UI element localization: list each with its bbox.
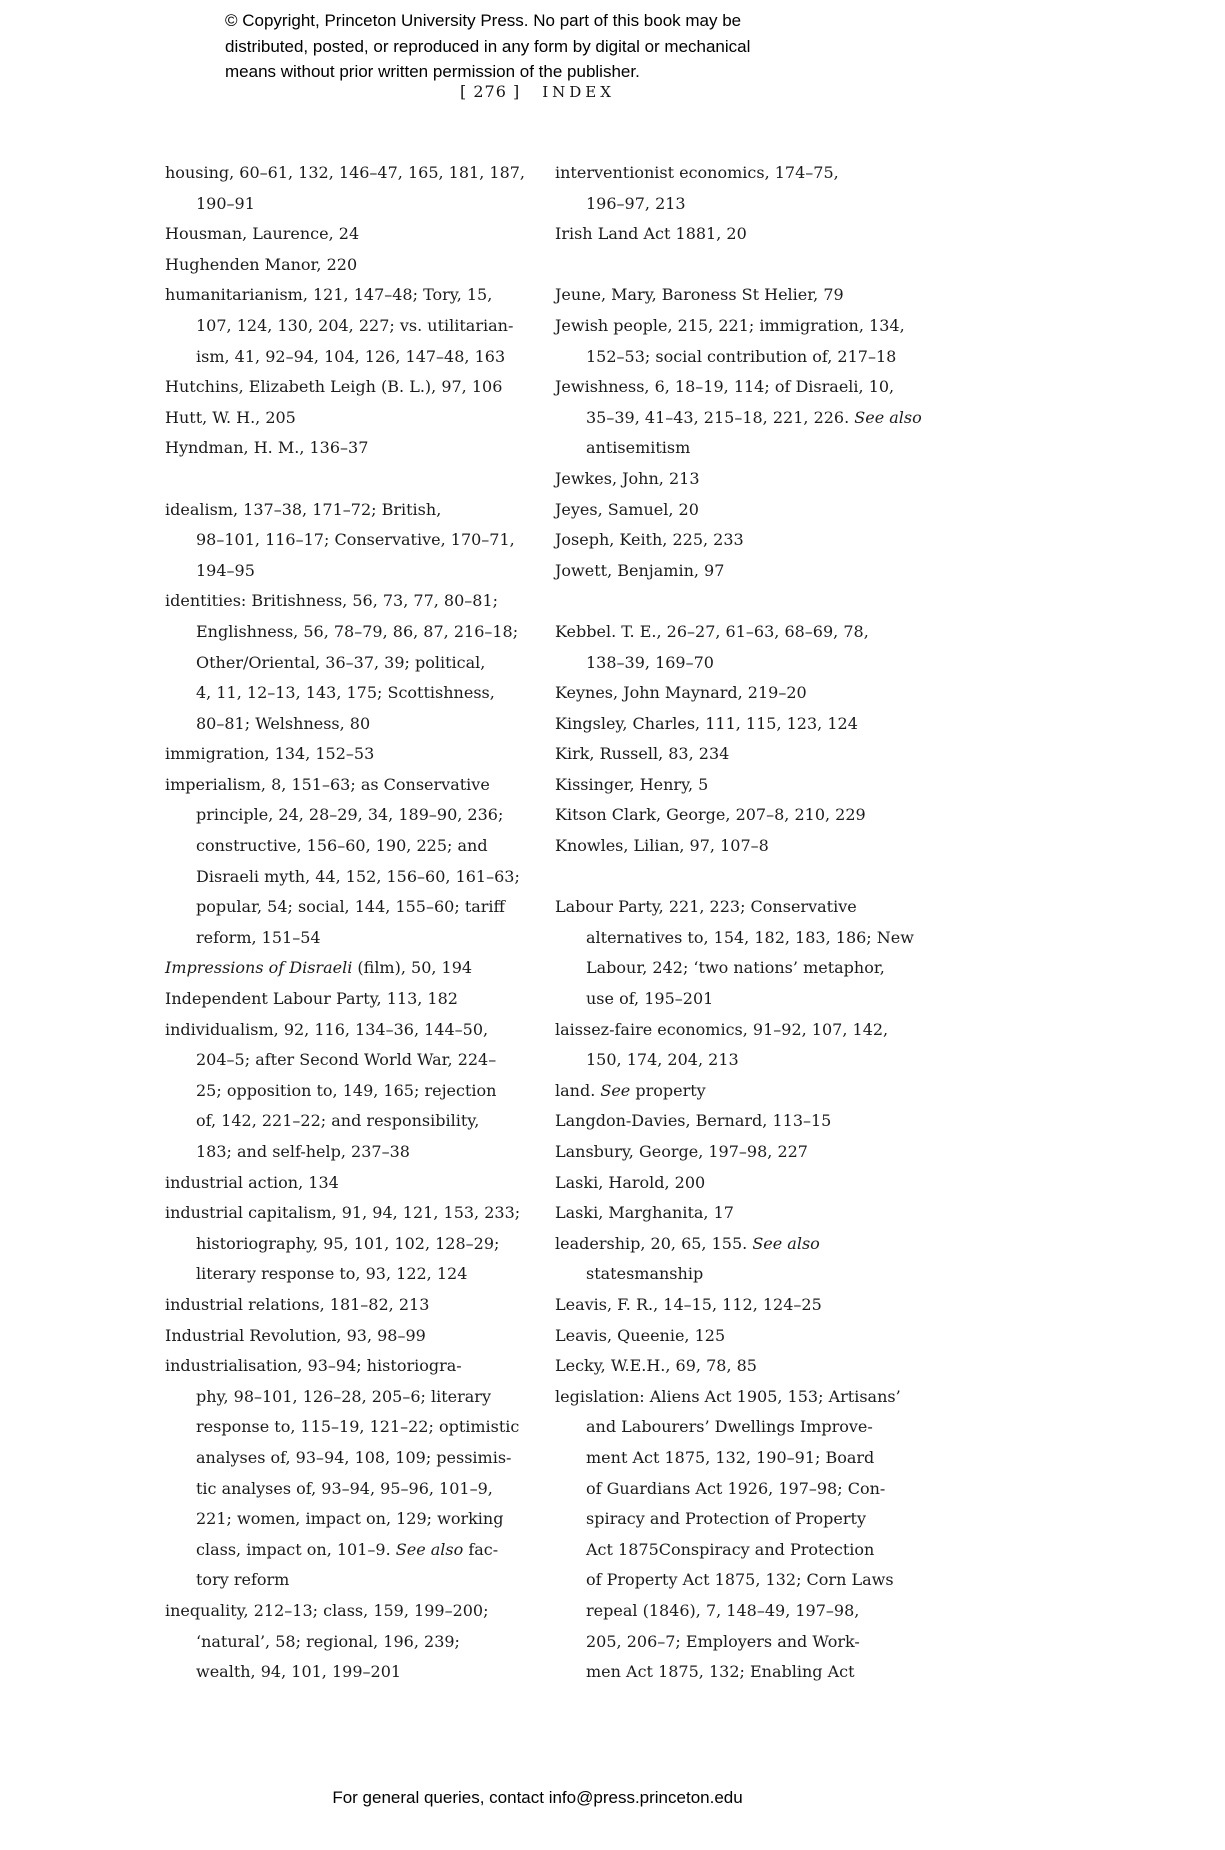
index-line: industrialisation, 93–94; historiogra- [165, 1356, 462, 1376]
index-blank-line [555, 586, 940, 617]
index-blank-line [555, 862, 940, 893]
index-line: Act 1875Conspiracy and Protection [586, 1539, 875, 1559]
index-line: Kirk, Russell, 83, 234 [555, 744, 730, 764]
index-line: Jowett, Benjamin, 97 [555, 560, 725, 580]
index-line: class, impact on, 101–9. See also fac- [196, 1539, 499, 1559]
index-line: of Guardians Act 1926, 197–98; Con- [586, 1478, 886, 1498]
index-line: Housman, Laurence, 24 [165, 224, 360, 244]
index-line: Knowles, Lilian, 97, 107–8 [555, 836, 769, 856]
page-number: [ 276 ] [460, 82, 521, 101]
index-line: Laski, Harold, 200 [555, 1172, 706, 1192]
index-line: 150, 174, 204, 213 [586, 1050, 739, 1070]
index-line: 80–81; Welshness, 80 [196, 713, 371, 733]
index-line: popular, 54; social, 144, 155–60; tariff [196, 897, 505, 917]
index-line: tic analyses of, 93–94, 95–96, 101–9, [196, 1478, 493, 1498]
index-line: 196–97, 213 [586, 193, 686, 213]
index-line: of Property Act 1875, 132; Corn Laws [586, 1570, 894, 1590]
index-line: 183; and self-help, 237–38 [196, 1142, 410, 1161]
index-line: ‘natural’, 58; regional, 196, 239; [196, 1631, 460, 1651]
index-line: 152–53; social contribution of, 217–18 [586, 346, 897, 366]
index-line: and Labourers’ Dwellings Improve- [586, 1417, 873, 1437]
index-line: Hughenden Manor, 220 [165, 254, 358, 274]
index-line: Labour Party, 221, 223; Conservative [555, 897, 857, 917]
index-line: 25; opposition to, 149, 165; rejection [196, 1080, 497, 1100]
index-line: antisemitism [586, 438, 691, 458]
index-line: historiography, 95, 101, 102, 128–29; [196, 1233, 500, 1253]
index-line: repeal (1846), 7, 148–49, 197–98, [586, 1600, 860, 1620]
index-line: 221; women, impact on, 129; working [196, 1509, 504, 1529]
copyright-line: © Copyright, Princeton University Press. No part of this book may be [225, 11, 742, 30]
index-line: Disraeli myth, 44, 152, 156–60, 161–63; [196, 866, 520, 886]
index-line: phy, 98–101, 126–28, 205–6; literary [196, 1386, 491, 1406]
index-line: ism, 41, 92–94, 104, 126, 147–48, 163 [196, 346, 506, 366]
index-line: industrial capitalism, 91, 94, 121, 153, 233; [165, 1203, 521, 1223]
index-column-left [165, 158, 550, 1688]
index-line: 107, 124, 130, 204, 227; vs. utilitarian- [196, 315, 514, 335]
index-line: inequality, 212–13; class, 159, 199–200; [165, 1600, 489, 1620]
index-line: Labour, 242; ‘two nations’ metaphor, [586, 958, 885, 978]
index-line: interventionist economics, 174–75, [555, 163, 839, 182]
copyright-line: distributed, posted, or reproduced in any form by digital or mechanical [225, 36, 751, 56]
index-line: literary response to, 93, 122, 124 [196, 1264, 468, 1284]
index-line: Kissinger, Henry, 5 [555, 774, 709, 794]
index-line: tory reform [196, 1570, 290, 1590]
index-line: industrial relations, 181–82, 213 [165, 1294, 430, 1314]
index-blank-line [165, 464, 550, 495]
index-line: Independent Labour Party, 113, 182 [165, 989, 458, 1009]
index-line: wealth, 94, 101, 199–201 [196, 1662, 402, 1682]
page-title: INDEX [542, 83, 615, 101]
index-line: Leavis, F. R., 14–15, 112, 124–25 [555, 1294, 822, 1314]
copyright-line: means without prior written permission of the publisher. [225, 62, 640, 81]
index-line: Laski, Marghanita, 17 [555, 1203, 734, 1223]
index-line: 194–95 [196, 560, 255, 580]
index-line: men Act 1875, 132; Enabling Act [586, 1662, 855, 1682]
footer-contact: For general queries, contact info@press.princeton.edu [332, 1788, 743, 1807]
index-line: immigration, 134, 152–53 [165, 744, 375, 764]
index-line: use of, 195–201 [586, 989, 714, 1009]
index-line: reform, 151–54 [196, 927, 321, 947]
index-line: 35–39, 41–43, 215–18, 221, 226. See also [586, 407, 922, 427]
index-line: Industrial Revolution, 93, 98–99 [165, 1325, 426, 1345]
index-line: Joseph, Keith, 225, 233 [555, 530, 744, 550]
index-line: identities: Britishness, 56, 73, 77, 80–81; [165, 591, 499, 611]
index-line: Hutchins, Elizabeth Leigh (B. L.), 97, 106 [165, 377, 503, 397]
index-line: Kebbel. T. E., 26–27, 61–63, 68–69, 78, [555, 621, 869, 641]
index-blank-line [555, 250, 940, 281]
index-line: Langdon-Davies, Bernard, 113–15 [555, 1111, 832, 1131]
index-line: 4, 11, 12–13, 143, 175; Scottishness, [196, 683, 495, 703]
index-line: humanitarianism, 121, 147–48; Tory, 15, [165, 285, 493, 305]
index-line: idealism, 137–38, 171–72; British, [165, 499, 442, 519]
index-line: principle, 24, 28–29, 34, 189–90, 236; [196, 805, 504, 825]
index-line: Irish Land Act 1881, 20 [555, 224, 747, 244]
page-header [165, 82, 910, 101]
index-line: 204–5; after Second World War, 224– [196, 1050, 497, 1070]
index-line: response to, 115–19, 121–22; optimistic [196, 1417, 520, 1437]
index-line: 190–91 [196, 193, 255, 213]
index-line: 138–39, 169–70 [586, 652, 714, 672]
index-line: individualism, 92, 116, 134–36, 144–50, [165, 1019, 489, 1039]
index-line: imperialism, 8, 151–63; as Conservative [165, 774, 490, 794]
index-line: Jewkes, John, 213 [555, 468, 700, 488]
index-line: legislation: Aliens Act 1905, 153; Artisans’ [555, 1386, 901, 1406]
index-line: spiracy and Protection of Property [586, 1509, 867, 1529]
index-line: of, 142, 221–22; and responsibility, [196, 1111, 480, 1131]
index-line: housing, 60–61, 132, 146–47, 165, 181, 187, [165, 163, 526, 182]
index-line: Impressions of Disraeli (film), 50, 194 [165, 958, 473, 978]
index-line: analyses of, 93–94, 108, 109; pessimis- [196, 1447, 512, 1467]
index-line: Englishness, 56, 78–79, 86, 87, 216–18; [196, 621, 519, 641]
index-line: Lansbury, George, 197–98, 227 [555, 1142, 808, 1161]
index-line: Hutt, W. H., 205 [165, 407, 296, 427]
index-line: statesmanship [586, 1264, 704, 1284]
index-line: Kitson Clark, George, 207–8, 210, 229 [555, 805, 866, 825]
index-line: Jeyes, Samuel, 20 [555, 499, 699, 519]
index-line: 98–101, 116–17; Conservative, 170–71, [196, 530, 515, 550]
copyright-notice [225, 8, 750, 85]
index-column-right [555, 158, 940, 1688]
index-line: industrial action, 134 [165, 1172, 339, 1192]
index-line: constructive, 156–60, 190, 225; and [196, 836, 488, 856]
index-line: ment Act 1875, 132, 190–91; Board [586, 1447, 875, 1467]
index-line: Jeune, Mary, Baroness St Helier, 79 [555, 285, 844, 305]
index-line: Hyndman, H. M., 136–37 [165, 438, 369, 458]
index-line: land. See property [555, 1080, 706, 1100]
index-line: alternatives to, 154, 182, 183, 186; New [586, 927, 914, 947]
index-line: leadership, 20, 65, 155. See also [555, 1233, 820, 1253]
index-line: Other/Oriental, 36–37, 39; political, [196, 652, 486, 672]
index-line: laissez-faire economics, 91–92, 107, 142, [555, 1019, 889, 1039]
index-line: Jewishness, 6, 18–19, 114; of Disraeli, 10, [555, 377, 895, 397]
index-line: Kingsley, Charles, 111, 115, 123, 124 [555, 713, 858, 733]
index-line: Keynes, John Maynard, 219–20 [555, 683, 807, 703]
index-line: Lecky, W.E.H., 69, 78, 85 [555, 1356, 757, 1376]
index-line: 205, 206–7; Employers and Work- [586, 1631, 860, 1651]
index-line: Leavis, Queenie, 125 [555, 1325, 726, 1345]
index-line: Jewish people, 215, 221; immigration, 134, [555, 315, 905, 335]
